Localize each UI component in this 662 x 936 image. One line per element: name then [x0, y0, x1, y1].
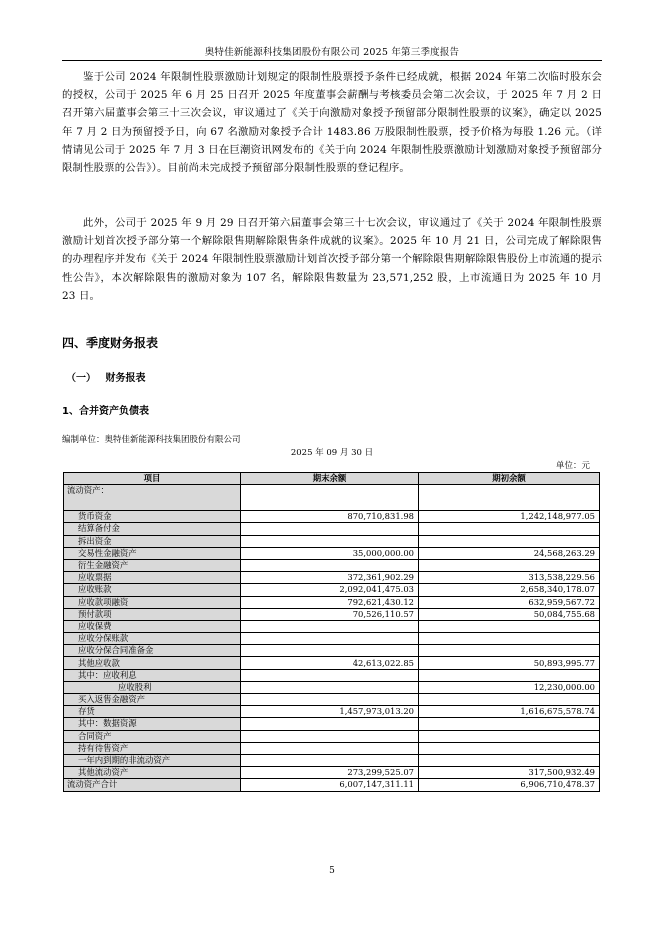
row-begin-balance: 50,084,755.68 [419, 608, 600, 620]
page-header: 奥特佳新能源科技集团股份有限公司 2025 年第三季度报告 [204, 47, 460, 58]
row-end-balance [241, 485, 419, 511]
row-item: 应收账款 [64, 584, 241, 596]
table-row [64, 523, 600, 535]
table-row [64, 559, 600, 571]
table-row [64, 485, 600, 511]
row-item: 其他流动资产 [64, 767, 241, 779]
row-item: 应收票据 [64, 572, 241, 584]
row-item: 衍生金融资产 [64, 559, 241, 571]
row-item: 应收分保账款 [64, 633, 241, 645]
row-item: 交易性金融资产 [64, 547, 241, 559]
row-begin-balance [419, 559, 600, 571]
table-row [64, 694, 600, 706]
section-subtitle: （一） 财务报表 [66, 373, 146, 384]
row-item: 买入返售金融资产 [64, 694, 241, 706]
row-begin-balance: 50,893,995.77 [419, 657, 600, 669]
row-begin-balance: 317,500,932.49 [419, 767, 600, 779]
row-item: 持有待售资产 [64, 742, 241, 754]
row-end-balance [241, 730, 419, 742]
row-begin-balance [419, 694, 600, 706]
row-end-balance [241, 559, 419, 571]
row-end-balance [241, 681, 419, 693]
row-begin-balance [419, 718, 600, 730]
row-begin-balance [419, 730, 600, 742]
row-end-balance [241, 669, 419, 681]
row-begin-balance [419, 742, 600, 754]
row-item: 应收款项融资 [64, 596, 241, 608]
row-item: 其中：应收利息 [64, 669, 241, 681]
table-row [64, 547, 600, 559]
table-row [64, 681, 600, 693]
row-item: 货币资金 [64, 511, 241, 523]
report-date: 2025 年 09 月 30 日 [290, 448, 374, 458]
row-item: 结算备付金 [64, 523, 241, 535]
table-row [64, 596, 600, 608]
table-row [64, 608, 600, 620]
row-begin-balance [419, 633, 600, 645]
table-row [64, 572, 600, 584]
row-begin-balance: 632,959,567.72 [419, 596, 600, 608]
compiler-label: 编制单位：奥特佳新能源科技集团股份有限公司 [62, 435, 241, 445]
row-item: 其他应收款 [64, 657, 241, 669]
column-header-end-balance: 期末余额 [241, 473, 419, 485]
row-end-balance [241, 535, 419, 547]
row-begin-balance: 313,538,229.56 [419, 572, 600, 584]
table-row [64, 754, 600, 766]
table-row [64, 730, 600, 742]
row-begin-balance [419, 535, 600, 547]
table-row [64, 669, 600, 681]
paragraph-lockup-release: 此外，公司于 2025 年 9 月 29 日召开第六届董事会第三十七次会议，审议通过了《关于 2024 年限制性股票激励计划首次授予部分第一个解除限售期解除限售条件成就的议案》。2025 年 10 月 21 日，公司完成了解除限售的办理程序并发布《关于 2024 年限制性股票激励计划首次授予部分第一个解除限售期解除限售股份上市流通的提示性公告》，本次解除限售的激励对象为 107 名，解除限售数量为 23,571,252 股，上市流通日为 2025 年 10 月 23 日。 [62, 217, 602, 302]
row-end-balance: 870,710,831.98 [241, 511, 419, 523]
row-item: 应收保费 [64, 620, 241, 632]
row-end-balance: 70,526,110.57 [241, 608, 419, 620]
table-row [64, 706, 600, 718]
row-item: 一年内到期的非流动资产 [64, 754, 241, 766]
table-row [64, 718, 600, 730]
table-row [64, 767, 600, 779]
table-row [64, 535, 600, 547]
row-end-balance: 1,457,973,013.20 [241, 706, 419, 718]
row-item: 其中：数据资源 [64, 718, 241, 730]
row-begin-balance: 1,616,675,578.74 [419, 706, 600, 718]
row-end-balance: 6,007,147,311.11 [241, 779, 419, 791]
row-begin-balance [419, 620, 600, 632]
paragraph-restricted-stock-grant: 鉴于公司 2024 年限制性股票激励计划规定的限制性股票授予条件已经成就，根据 2024 年第二次临时股东会的授权，公司于 2025 年 6 月 25 日召开 2025 年度董事会薪酬与考核委员会第二次会议，于 2025 年 7 月 2 日召开第六届董事会第三十三次会议，审议通过了《关于向激励对象授予预留部分限制性股票的议案》，确定以 2025 年 7 月 2 日为预留授予日，向 67 名激励对象授予合计 1483.86 万股限制性股票，授予价格为每股 1.26 元。（详情请见公司于 2025 年 7 月 3 日在巨潮资讯网发布的《关于向 2024 年限制性股票激励计划激励对象授予预留部分限制性股票的公告》）。目前尚未完成授予预留部分限制性股票的登记程序。 [62, 71, 602, 175]
row-item: 应收分保合同准备金 [64, 645, 241, 657]
row-begin-balance: 1,242,148,977.05 [419, 511, 600, 523]
table-header-row [64, 473, 600, 485]
row-item: 预付款项 [64, 608, 241, 620]
balance-sheet-title: 1、合并资产负债表 [62, 406, 149, 417]
row-end-balance: 273,299,525.07 [241, 767, 419, 779]
row-end-balance [241, 620, 419, 632]
table-row [64, 779, 600, 791]
row-item: 流动资产合计 [64, 779, 241, 791]
row-begin-balance: 24,568,263.29 [419, 547, 600, 559]
row-end-balance [241, 718, 419, 730]
header-rule [62, 60, 602, 61]
row-end-balance: 35,000,000.00 [241, 547, 419, 559]
row-begin-balance [419, 669, 600, 681]
row-begin-balance [419, 754, 600, 766]
table-row [64, 645, 600, 657]
row-item: 拆出资金 [64, 535, 241, 547]
balance-sheet-table [63, 472, 600, 792]
row-end-balance: 372,361,902.29 [241, 572, 419, 584]
table-row [64, 511, 600, 523]
table-row [64, 657, 600, 669]
table-row [64, 633, 600, 645]
table-row [64, 742, 600, 754]
table-row [64, 584, 600, 596]
row-begin-balance: 12,230,000.00 [419, 681, 600, 693]
row-begin-balance [419, 645, 600, 657]
column-header-begin-balance: 期初余额 [419, 473, 600, 485]
row-item: 存货 [64, 706, 241, 718]
row-begin-balance: 6,906,710,478.37 [419, 779, 600, 791]
row-item: 流动资产： [64, 485, 241, 511]
row-item: 合同资产 [64, 730, 241, 742]
row-end-balance [241, 754, 419, 766]
row-end-balance: 792,621,430.12 [241, 596, 419, 608]
currency-unit: 单位：元 [555, 461, 590, 471]
row-end-balance [241, 633, 419, 645]
row-begin-balance [419, 523, 600, 535]
table-row [64, 620, 600, 632]
row-begin-balance [419, 485, 600, 511]
column-header-item: 项目 [64, 473, 241, 485]
row-begin-balance: 2,658,340,178.07 [419, 584, 600, 596]
row-item: 应收股利 [64, 681, 241, 693]
page-number: 5 [329, 866, 335, 876]
row-end-balance: 42,613,022.85 [241, 657, 419, 669]
row-end-balance [241, 645, 419, 657]
row-end-balance [241, 742, 419, 754]
row-end-balance: 2,092,041,475.03 [241, 584, 419, 596]
section-title: 四、季度财务报表 [62, 336, 159, 350]
row-end-balance [241, 694, 419, 706]
row-end-balance [241, 523, 419, 535]
